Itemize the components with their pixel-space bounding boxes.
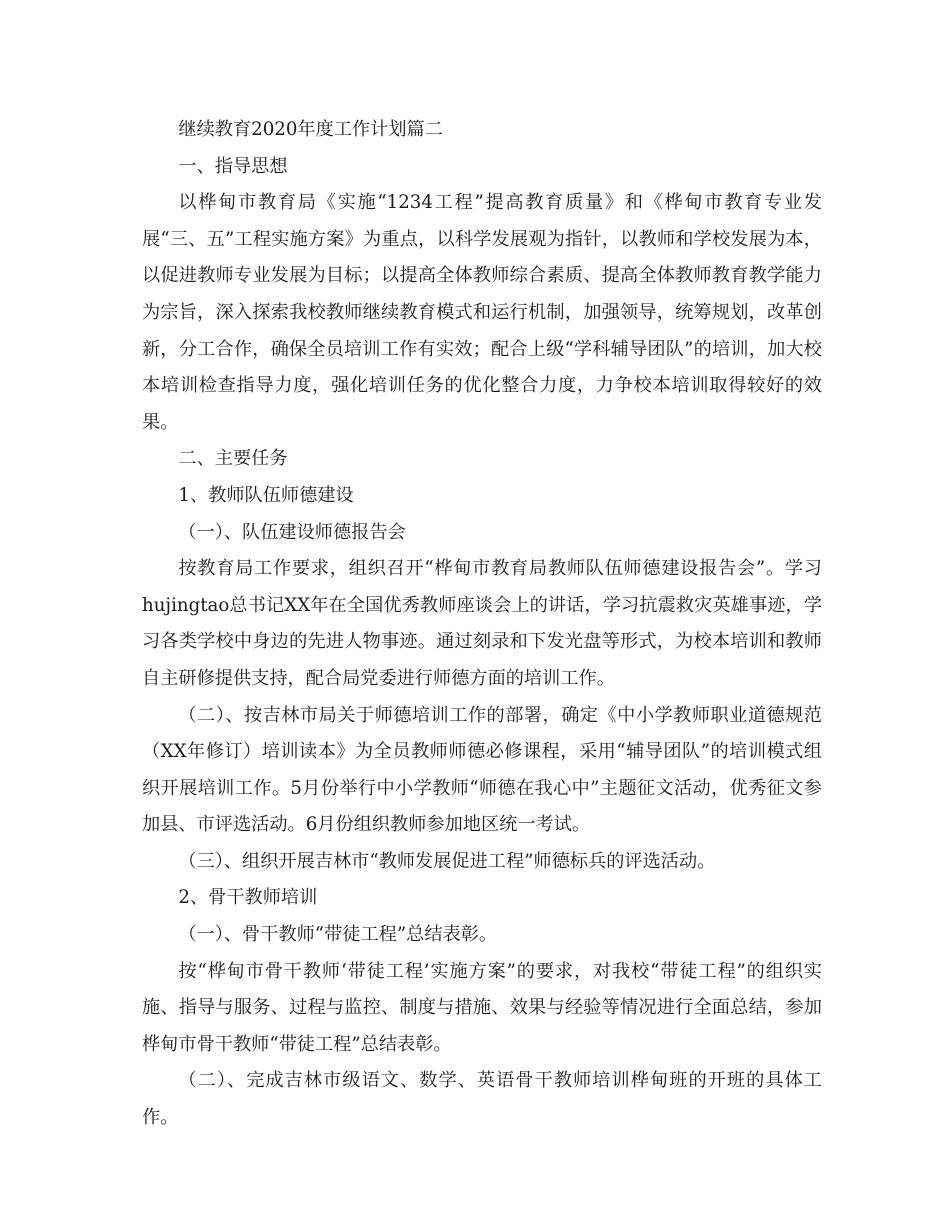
- document-title: 继续教育2020年度工作计划篇二: [178, 119, 443, 140]
- body-paragraph: 以桦甸市教育局《实施“1234工程”提高教育质量》和《桦甸市教育专业发展“三、五”工程实施方案》为重点，以科学发展观为指针，以教师和学校发展为本，以促进教师专业发展为目标；以提高全体教师综合素质、提高全体教师教育教学能力为宗旨，深入探索我校教师继续教育模式和运行机制，加强领导，统筹规划，改革创新，分工合作，确保全员培训工作有实效；配合上级“学科辅导团队”的培训，加大校本培训检查指导力度，强化培训任务的优化整合力度，力争校本培训取得较好的效果。: [142, 192, 822, 433]
- document-body: [142, 112, 822, 1137]
- section-heading: 一、指导思想: [178, 155, 288, 177]
- body-paragraph: 按教育局工作要求，组织召开“桦甸市教育局教师队伍师德建设报告会”。学习hujingtao总书记XX年在全国优秀教师座谈会上的讲话，学习抗震救灾英雄事迹，学习各类学校中身边的先进人物事迹。通过刻录和下发光盘等形式，为校本培训和教师自主研修提供支持，配合局党委进行师德方面的培训工作。: [142, 558, 822, 689]
- section-heading: 二、主要任务: [178, 448, 288, 470]
- body-paragraph: （三）、组织开展吉林市“教师发展促进工程”师德标兵的评选活动。: [178, 850, 716, 872]
- body-paragraph: （二）、按吉林市局关于师德培训工作的部署，确定《中小学教师职业道德规范（XX年修订）培训读本》为全员教师师德必修课程，采用“辅导团队”的培训模式组织开展培训工作。5月份举行中小学教师“师德在我心中”主题征文活动，优秀征文参加县、市评选活动。6月份组织教师参加地区统一考试。: [142, 704, 822, 836]
- item-heading: （一）、队伍建设师德报告会: [178, 521, 406, 543]
- subsection-heading: 2、骨干教师培训: [178, 887, 318, 909]
- body-paragraph: 按“桦甸市骨干教师‘带徒工程’实施方案”的要求，对我校“带徒工程”的组织实施、指导与服务、过程与监控、制度与措施、效果与经验等情况进行全面总结，参加桦甸市骨干教师“带徒工程”总结表彰。: [142, 960, 822, 1055]
- subsection-heading: 1、教师队伍师德建设: [178, 484, 354, 506]
- body-paragraph: （二）、完成吉林市级语文、数学、英语骨干教师培训桦甸班的开班的具体工作。: [142, 1070, 822, 1129]
- item-heading: （一）、骨干教师“带徒工程”总结表彰。: [178, 924, 498, 946]
